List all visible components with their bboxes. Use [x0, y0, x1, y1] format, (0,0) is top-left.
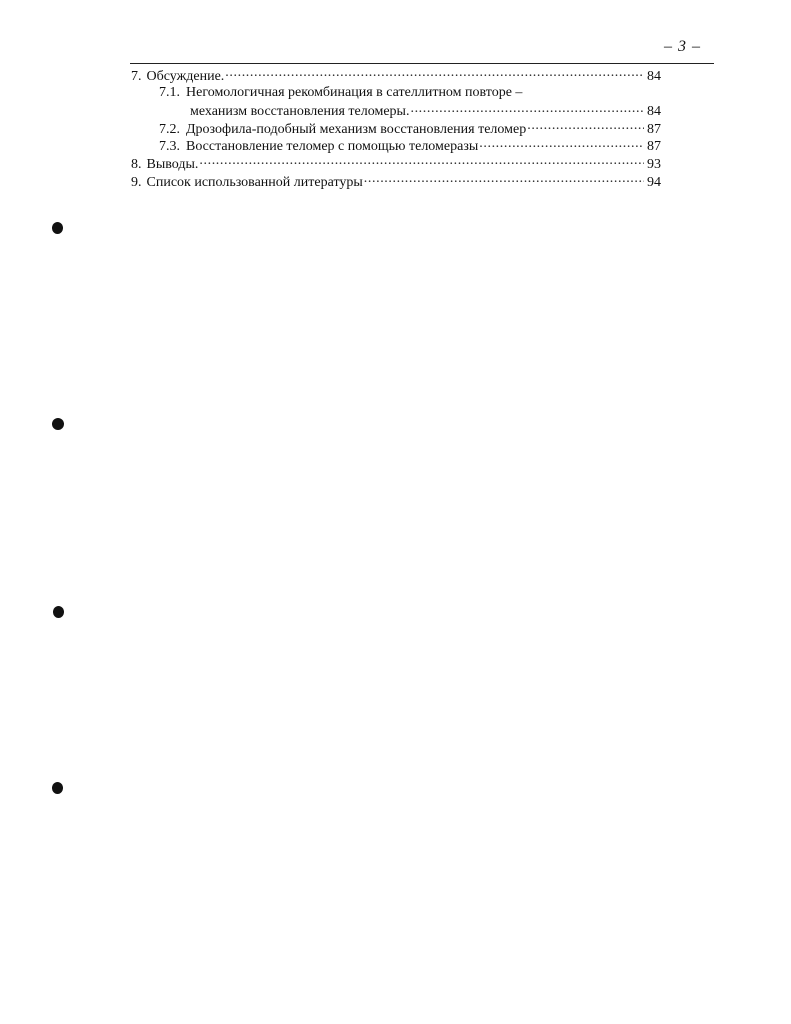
toc-entry-7	[131, 66, 661, 84]
binding-hole-mark	[52, 418, 64, 430]
toc-entry-title: Негомологичная рекомбинация в сателлитном повторе –	[186, 84, 523, 100]
toc-entry-page: 87	[647, 121, 661, 137]
binding-hole-mark	[52, 222, 63, 234]
toc-entry-title: Дрозофила-подобный механизм восстановления теломер	[186, 121, 527, 137]
dot-leader	[479, 136, 644, 150]
toc-entry-number: 7.2.	[159, 121, 180, 137]
toc-entry-7-1	[131, 84, 661, 102]
dot-leader	[527, 119, 644, 133]
toc-entry-7-2	[131, 119, 661, 137]
toc-entry-title: механизм восстановления теломеры.	[190, 104, 410, 120]
toc-entry-title: Восстановление теломер с помощью теломеразы	[186, 139, 479, 155]
binding-hole-mark	[53, 606, 64, 618]
table-of-contents	[131, 66, 661, 189]
dot-leader	[364, 172, 644, 186]
toc-entry-title: Обсуждение.	[146, 69, 225, 84]
toc-entry-number: 7.1.	[159, 84, 180, 100]
toc-entry-page: 84	[647, 104, 661, 120]
toc-entry-number: 8.	[131, 156, 142, 172]
toc-entry-8	[131, 154, 661, 172]
binding-hole-mark	[52, 782, 63, 794]
toc-entry-number: 7.	[131, 69, 142, 84]
dot-leader	[199, 154, 644, 168]
toc-entry-number: 9.	[131, 174, 142, 190]
page-number: – 3 –	[664, 38, 701, 55]
toc-entry-page: 87	[647, 139, 661, 155]
toc-entry-page: 84	[647, 69, 661, 84]
toc-entry-page: 93	[647, 156, 661, 172]
toc-entry-7-3	[131, 136, 661, 154]
toc-entry-page: 94	[647, 174, 661, 190]
toc-entry-7-1-continued	[131, 101, 661, 119]
header-rule	[130, 63, 714, 64]
dot-leader	[410, 101, 644, 115]
dot-leader	[225, 66, 644, 80]
toc-entry-9	[131, 172, 661, 190]
toc-entry-title: Список использованной литературы	[146, 174, 363, 190]
toc-entry-number: 7.3.	[159, 139, 180, 155]
toc-entry-title: Выводы.	[146, 156, 199, 172]
